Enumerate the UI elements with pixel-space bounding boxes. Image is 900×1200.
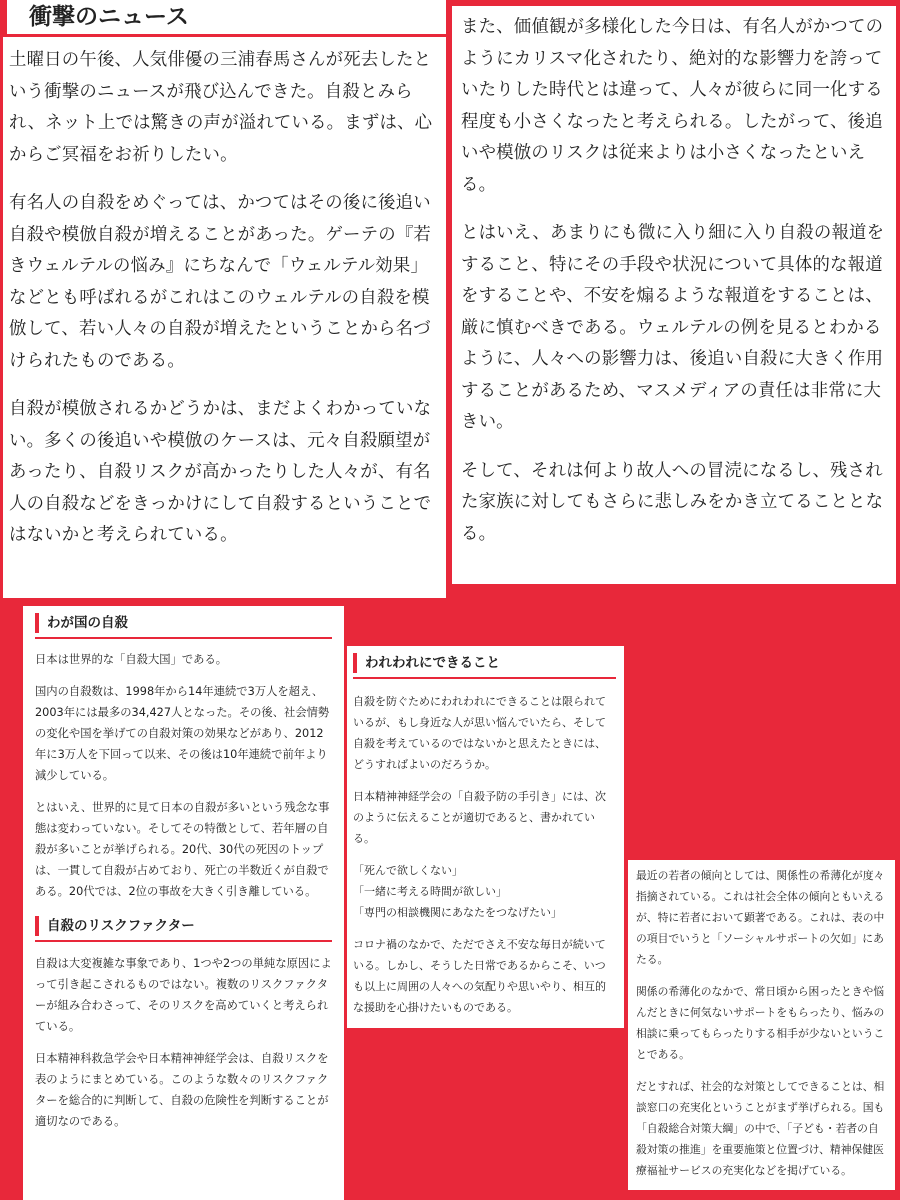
paragraph: 日本精神神経学会の「自殺予防の手引き」には、次のように伝えることが適切であると、書かれている。 [353, 790, 606, 845]
section-heading-japan: わが国の自殺 [35, 610, 332, 636]
article-panel-media [452, 6, 896, 584]
paragraph: 最近の若者の傾向としては、関係性の希薄化が度々指摘されている。これは社会全体の傾向ともいえるが、特に若者において顕著である。これは、表の中の項目でいうと「ソーシャルサポートの欠如」にあたる。 [636, 869, 885, 966]
paragraph: 自殺が模倣されるかどうかは、まだよくわかっていない。多くの後追いや模倣のケースは、元々自殺願望があったり、自殺リスクが高かったりした人々が、有名人の自殺などをきっかけにして自殺するということではないかと考えられている。 [9, 399, 432, 545]
paragraph: とはいえ、あまりにも微に入り細に入り自殺の報道をすること、特にその手段や状況について具体的な報道をすることや、不安を煽るような報道をすることは、厳に慎むべきである。ウェルテルの例を見るとわかるように、人々への影響力は、後追い自殺に大きく作用することがあるため、マスメディアの責任は非常に大きい。 [461, 223, 885, 432]
paragraph: 有名人の自殺をめぐっては、かつてはその後に後追い自殺や模倣自殺が増えることがあった。ゲーテの『若きウェルテルの悩み』にちなんで「ウェルテル効果」などとも呼ばれるがこれはこのウェルテルの自殺を模倣して、若い人々の自殺が増えたということから名づけられたものである。 [9, 193, 432, 371]
article-panel-news [3, 0, 446, 598]
title-underline [3, 34, 446, 37]
quote-item: 「死んで欲しくない」 [353, 864, 463, 877]
paragraph: 日本は世界的な「自殺大国」である。 [35, 653, 228, 666]
paragraph: 国内の自殺数は、1998年から14年連続で3万人を超え、2003年には最多の34,427人となった。その後、社会情勢の変化や国を挙げての自殺対策の効果などがあり、2012年に3万人を下回って以来、その後は10年連続で前年より減少している。 [35, 685, 330, 782]
article-panel-what-we-can-do [347, 646, 624, 1028]
paragraph: コロナ禍のなかで、ただでさえ不安な毎日が続いている。しかし、そうした日常であるからこそ、いつも以上に周囲の人々への気配りや思いやり、相互的な援助を心掛けたいものである。 [353, 938, 606, 1014]
quote-item: 「専門の相談機関にあなたをつなげたい」 [353, 906, 562, 919]
paragraph: 自殺を防ぐためにわれわれにできることは限られているが、もし身近な人が思い悩んでいたら、そして自殺を考えているのではないかと思えたときには、どうすればよいのだろうか。 [353, 695, 606, 771]
quote-item: 「一緒に考える時間が欲しい」 [353, 885, 507, 898]
paragraph: 土曜日の午後、人気俳優の三浦春馬さんが死去したという衝撃のニュースが飛び込んできた。自殺とみられ、ネット上では驚きの声が溢れている。まずは、心からご冥福をお祈りしたい。 [9, 50, 433, 165]
paragraph: 日本精神科救急学会や日本精神神経学会は、自殺リスクを表のようにまとめている。このような数々のリスクファクターを総合的に判断して、自殺の危険性を判断することが適切なのである。 [35, 1052, 329, 1128]
article-panel-japan-suicide [23, 606, 344, 1200]
section-heading-what-we-can-do: われわれにできること [353, 650, 616, 676]
paragraph: 自殺は大変複雑な事象であり、1つや2つの単純な原因によって引き起こされるものではない。複数のリスクファクターが組み合わさって、そのリスクを高めていくと考えられている。 [35, 957, 332, 1033]
paragraph: 関係の希薄化のなかで、常日頃から困ったときや悩んだときに何気ないサポートをもらったり、悩みの相談に乗ってもらったりする相手が少ないということである。 [636, 985, 885, 1061]
paragraph: だとすれば、社会的な対策としてできることは、相談窓口の充実化ということがまず挙げられる。国も「自殺総合対策大綱」の中で、「子ども・若者の自殺対策の推進」を重要施策と位置づけ、精神保健医療福祉サービスの充実化などを掲げている。 [636, 1080, 885, 1177]
quote-list [353, 860, 616, 923]
paragraph: そして、それは何より故人への冒涜になるし、残された家族に対してもさらに悲しみをかき立てることとなる。 [461, 460, 884, 544]
paragraph: とはいえ、世界的に見て日本の自殺が多いという残念な事態は変わっていない。そしてその特徴として、若年層の自殺が多いことが挙げられる。20代、30代の死因のトップは、一貫して自殺が占めており、死亡の半数近くが自殺である。20代では、2位の事故を大きく引き離している。 [35, 801, 330, 898]
section-title-news: 衝撃のニュース [3, 0, 438, 34]
paragraph: また、価値観が多様化した今日は、有名人がかつてのようにカリスマ化されたり、絶対的な影響力を誇っていたりした時代とは違って、人々が彼らに同一化する程度も小さくなったと考えられる。したがって、後追いや模倣のリスクは従来よりは小さくなったといえる。 [461, 17, 884, 195]
section-heading-risk: 自殺のリスクファクター [35, 913, 332, 939]
article-panel-young-people [628, 860, 895, 1190]
